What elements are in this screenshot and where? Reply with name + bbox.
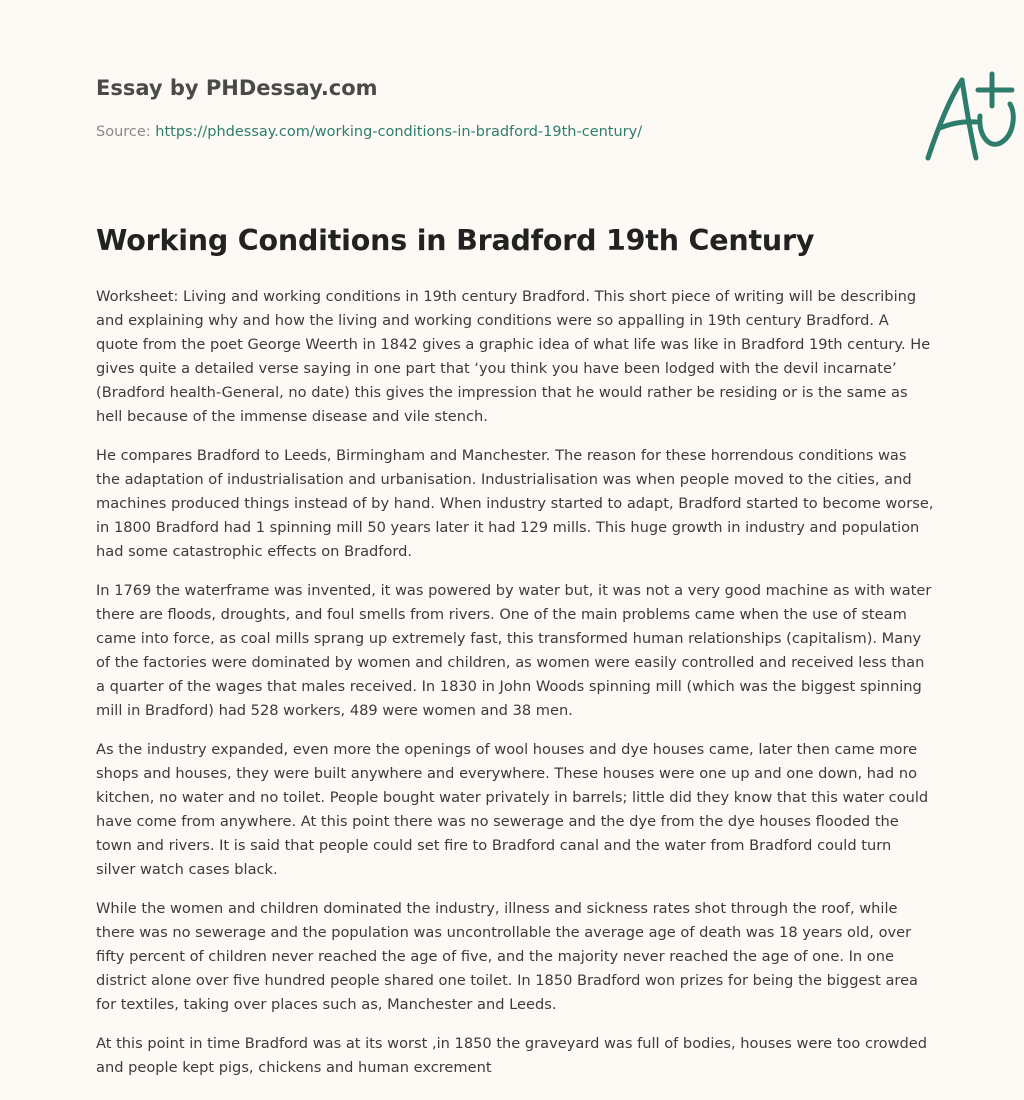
a-plus-logo-icon [916, 66, 1024, 166]
essay-paragraph: In 1769 the waterframe was invented, it was powered by water but, it was not a very good machine as with water there are floods, droughts, and foul smells from rivers. One of the main problems came when the use of steam came into force, as coal mills sprang up extremely fast, this transformed human relationships (capitalism). Many of the factories were dominated by women and children, as women were easily controlled and received less than a quarter of the wages that males received. In 1830 in John Woods spinning mill (which was the biggest spinning mill in Bradford) had 528 workers, 489 were women and 38 men. [96, 582, 932, 719]
source-line [96, 124, 642, 140]
essay-paragraph: Worksheet: Living and working conditions in 19th century Bradford. This short piece of writing will be describing and explaining why and how the living and working conditions were so appalling in 19th century Bradford. A quote from the poet George Weerth in 1842 gives a graphic idea of what life was like in Bradford 19th century. He gives quite a detailed verse saying in one part that ‘you think you have been lodged with the devil incarnate’ (Bradford health-General, no date) this gives the impression that he would rather be residing or is the same as hell because of the immense disease and vile stench. [96, 288, 931, 425]
brand-title: Essay by PHDessay.com [96, 76, 378, 100]
essay-paragraph: He compares Bradford to Leeds, Birmingham and Manchester. The reason for these horrendous conditions was the adaptation of industrialisation and urbanisation. Industrialisation was when people moved to the cities, and machines produced things instead of by hand. When industry started to adapt, Bradford started to become worse, in 1800 Bradford had 1 spinning mill 50 years later it had 129 mills. This huge growth in industry and population had some catastrophic effects on Bradford. [96, 447, 934, 560]
source-label: Source: [96, 124, 156, 140]
essay-title: Working Conditions in Bradford 19th Century [96, 224, 815, 257]
essay-paragraph: As the industry expanded, even more the openings of wool houses and dye houses came, later then came more shops and houses, they were built anywhere and everywhere. These houses were one up and one down, had no kitchen, no water and no toilet. People bought water privately in barrels; little did they know that this water could have come from anywhere. At this point there was no sewerage and the dye from the dye houses flooded the town and rivers. It is said that people could set fire to Bradford canal and the water from Bradford could turn silver watch cases black. [96, 741, 929, 878]
essay-paragraph: While the women and children dominated the industry, illness and sickness rates shot through the roof, while there was no sewerage and the population was uncontrollable the average age of death was 18 years old, over fifty percent of children never reached the age of five, and the majority never reached the age of one. In one district alone over five hundred people shared one toilet. In 1850 Bradford won prizes for being the biggest area for textiles, taking over places such as, Manchester and Leeds. [96, 900, 919, 1013]
essay-paragraph: At this point in time Bradford was at its worst ,in 1850 the graveyard was full of bodies, houses were too crowded and people kept pigs, chickens and human excrement [96, 1035, 928, 1076]
essay-body [96, 285, 934, 1095]
source-link[interactable]: https://phdessay.com/working-conditions-in-bradford-19th-century/ [155, 124, 643, 140]
